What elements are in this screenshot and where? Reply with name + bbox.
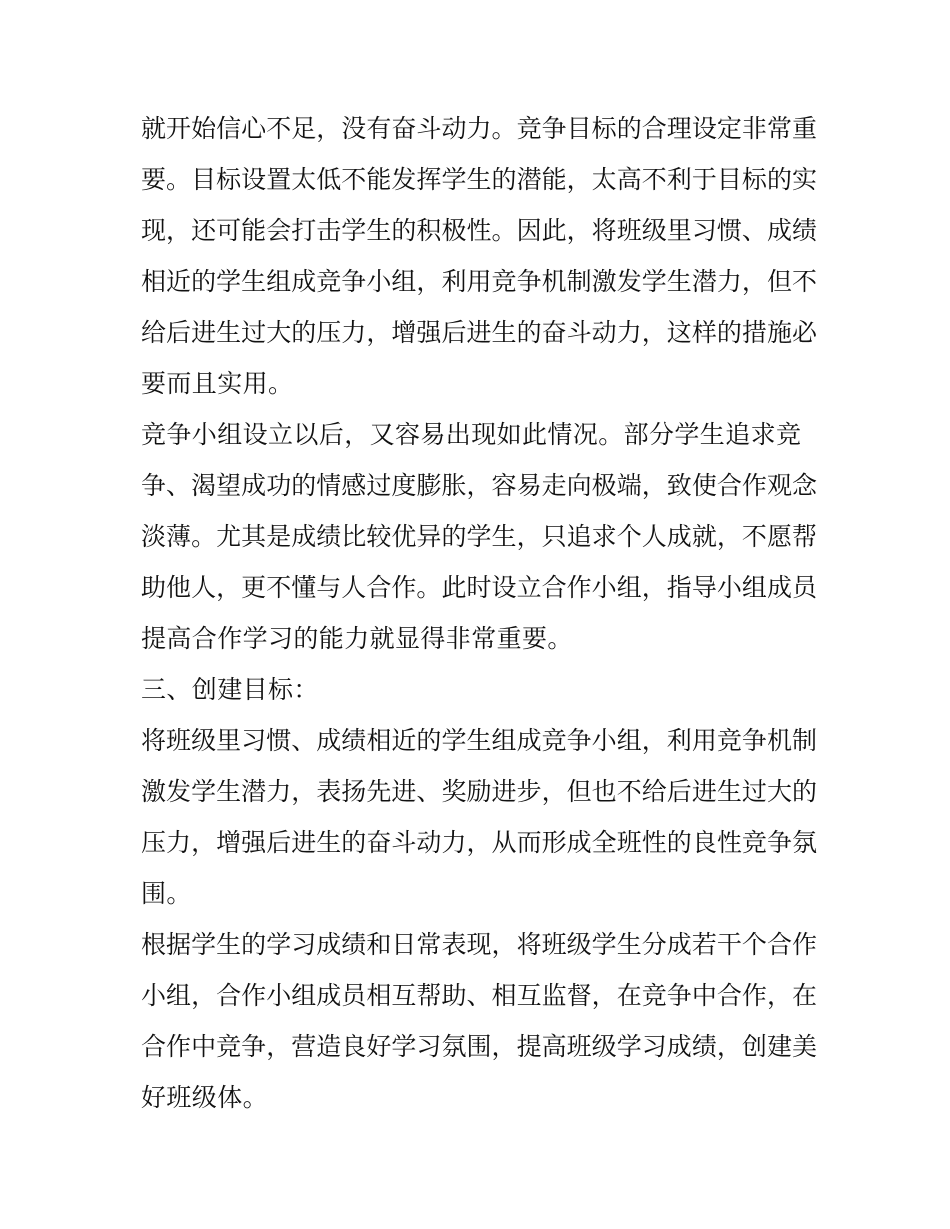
text-line: 围。 (141, 879, 192, 908)
text-line: 现，还可能会打击学生的积极性。因此，将班级里习惯、成绩 (141, 216, 817, 245)
text-line: 要。目标设置太低不能发挥学生的潜能，太高不利于目标的实 (141, 165, 817, 194)
text-line: 就开始信心不足，没有奋斗动力。竞争目标的合理设定非常重 (141, 114, 817, 143)
section-heading: 三、创建目标： (141, 675, 319, 704)
text-line: 合作中竞争，营造良好学习氛围，提高班级学习成绩，创建美 (141, 1032, 817, 1061)
text-line: 根据学生的学习成绩和日常表现，将班级学生分成若干个合作 (141, 930, 817, 959)
text-line: 好班级体。 (141, 1083, 269, 1112)
text-line: 压力，增强后进生的奋斗动力，从而形成全班性的良性竞争氛 (141, 828, 817, 857)
text-line: 给后进生过大的压力，增强后进生的奋斗动力，这样的措施必 (141, 318, 817, 347)
text-line: 助他人，更不懂与人合作。此时设立合作小组，指导小组成员 (141, 573, 817, 602)
text-line: 淡薄。尤其是成绩比较优异的学生，只追求个人成就，不愿帮 (141, 522, 817, 551)
text-line: 提高合作学习的能力就显得非常重要。 (141, 624, 573, 653)
document-body (141, 103, 817, 1123)
text-line: 小组，合作小组成员相互帮助、相互监督，在竞争中合作，在 (141, 981, 817, 1010)
text-line: 要而且实用。 (141, 369, 294, 398)
text-line: 竞争小组设立以后，又容易出现如此情况。部分学生追求竞 (141, 420, 802, 449)
text-line: 争、渴望成功的情感过度膨胀，容易走向极端，致使合作观念 (141, 471, 817, 500)
text-line: 将班级里习惯、成绩相近的学生组成竞争小组，利用竞争机制 (141, 726, 817, 755)
text-line: 相近的学生组成竞争小组，利用竞争机制激发学生潜力，但不 (141, 267, 817, 296)
text-line: 激发学生潜力，表扬先进、奖励进步，但也不给后进生过大的 (141, 777, 817, 806)
